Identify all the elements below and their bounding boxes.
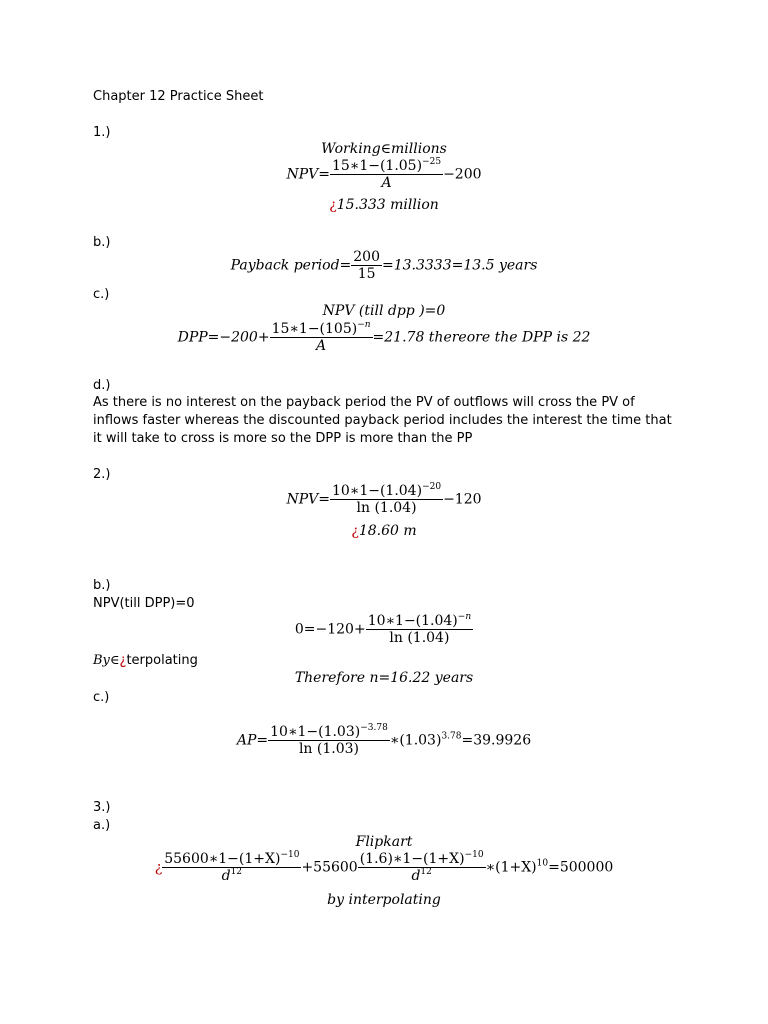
q1-label: 1.) xyxy=(93,125,111,140)
q2-dpp-denominator: ln (1.04) xyxy=(389,630,450,646)
q1-dpp-equation xyxy=(0,321,768,354)
q1-dpp-exponent: −n xyxy=(357,320,371,330)
q2-ap-lhs: AP= xyxy=(236,732,269,749)
q2-dpp-exponent: −n xyxy=(457,612,472,622)
q1-npv-fraction xyxy=(330,158,443,191)
q2-b-condition: NPV(till DPP)=0 xyxy=(93,596,195,611)
q1-dpp-tail: =21.78 thereore the DPP is 22 xyxy=(372,329,591,346)
q2-interpolating-note xyxy=(93,652,198,670)
q2-ap-equation xyxy=(0,724,768,757)
q2-ap-denominator: ln (1.03) xyxy=(298,741,359,757)
q3-tail-exponent: 10 xyxy=(536,858,549,869)
q2-interp-mark: ¿ xyxy=(119,653,127,668)
q1-d-label: d.) xyxy=(93,378,111,393)
q3-label: 3.) xyxy=(93,800,111,815)
q2-ap-numerator: 10∗1−(1.03) xyxy=(270,724,361,740)
q3-fraction-1 xyxy=(162,851,301,884)
q3-numerator-1-exponent: −10 xyxy=(280,850,300,860)
q1-working-note: Working∈millions xyxy=(321,141,447,157)
q2-dpp-numerator: 10∗1−(1.04) xyxy=(367,613,458,629)
q1-payback-denominator: 15 xyxy=(357,266,376,282)
q1-npv-exponent: −25 xyxy=(422,157,442,167)
q1-npv-numerator: 15∗1−(1.05) xyxy=(331,158,423,174)
q2-npv-result-mark: ¿ xyxy=(351,523,359,539)
q1-d-explanation: As there is no interest on the payback period the PV of outflows will cross the PV of inflows faster whereas the discounted payback period includes the interest the time that it will take to cross is more so the DPP is more than the PP xyxy=(93,395,672,446)
q3-mark: ¿ xyxy=(154,859,163,876)
q3-numerator-2: (1.6)∗1−(1+X) xyxy=(359,851,465,867)
q2-therefore-line: Therefore n=16.22 years xyxy=(294,670,474,686)
q1-dpp-denominator: A xyxy=(316,338,327,354)
q3-denominator-1-exponent: 12 xyxy=(230,867,243,877)
q1-npv-denominator: A xyxy=(381,175,392,191)
q1-npv-lhs: NPV= xyxy=(286,166,330,183)
q2-label: 2.) xyxy=(93,467,111,482)
q2-ap-fraction xyxy=(268,724,390,757)
q2-npv-denominator: ln (1.04) xyxy=(356,500,417,516)
q1-payback-equation xyxy=(0,249,768,282)
q3-denominator-2: d xyxy=(411,868,421,884)
q1-b-label: b.) xyxy=(93,235,111,250)
q3-flipkart-heading: Flipkart xyxy=(355,834,413,850)
q2-c-label: c.) xyxy=(93,690,110,705)
q3-fraction-2 xyxy=(358,851,486,884)
q1-payback-numerator: 200 xyxy=(353,249,380,265)
q2-ap-mid-exponent: 3.78 xyxy=(441,731,462,742)
q1-npv-tail: −200 xyxy=(443,166,482,183)
q2-ap-mid: ∗(1.03) xyxy=(389,732,442,749)
q1-payback-lhs: Payback period= xyxy=(230,257,352,274)
q1-c-label: c.) xyxy=(93,287,110,302)
q1-dpp-lhs: DPP=−200+ xyxy=(177,329,270,346)
q2-interp-rest: terpolating xyxy=(126,653,198,668)
q3-flipkart-equation xyxy=(0,851,768,884)
q2-interp-italic: By∈ xyxy=(93,653,120,668)
q1-dpp-fraction xyxy=(270,321,373,354)
q1-npv-result-mark: ¿ xyxy=(329,197,337,213)
q2-npv-fraction xyxy=(330,483,443,516)
q1-dpp-condition: NPV (till dpp )=0 xyxy=(322,303,446,319)
q2-npv-exponent: −20 xyxy=(422,482,442,492)
q3-denominator-1: d xyxy=(221,868,231,884)
q2-npv-equation xyxy=(0,483,768,516)
q3-numerator-2-exponent: −10 xyxy=(464,850,484,860)
document-title: Chapter 12 Practice Sheet xyxy=(93,89,264,104)
q2-dpp-lhs: 0=−120+ xyxy=(294,621,366,638)
q3-numerator-1: 55600∗1−(1+X) xyxy=(164,851,281,867)
q2-npv-numerator: 10∗1−(1.04) xyxy=(331,483,423,499)
q2-npv-result xyxy=(0,523,768,539)
q2-ap-exponent: −3.78 xyxy=(360,723,388,733)
q3-denominator-2-exponent: 12 xyxy=(420,867,432,877)
q3-tail-end: =500000 xyxy=(548,859,614,876)
q3-interpolating-note: by interpolating xyxy=(327,892,441,908)
q1-payback-fraction xyxy=(351,249,382,282)
q2-npv-lhs: NPV= xyxy=(286,491,330,508)
q1-npv-equation xyxy=(0,158,768,191)
q2-npv-tail: −120 xyxy=(443,491,482,508)
q1-payback-tail: =13.3333=13.5 years xyxy=(382,257,538,274)
q1-npv-result-value: 15.333 million xyxy=(336,197,439,213)
q2-b-label: b.) xyxy=(93,578,111,593)
q3-a-label: a.) xyxy=(93,818,111,833)
q2-dpp-fraction xyxy=(366,613,473,646)
q3-mid: +55600 xyxy=(301,859,358,876)
q2-ap-tail: =39.9926 xyxy=(461,732,532,749)
q2-npv-result-value: 18.60 m xyxy=(358,523,417,539)
q2-dpp-equation xyxy=(0,613,768,646)
q1-dpp-numerator: 15∗1−(105) xyxy=(271,321,358,337)
q1-npv-result xyxy=(0,197,768,213)
q3-tail: ∗(1+X) xyxy=(485,859,537,876)
